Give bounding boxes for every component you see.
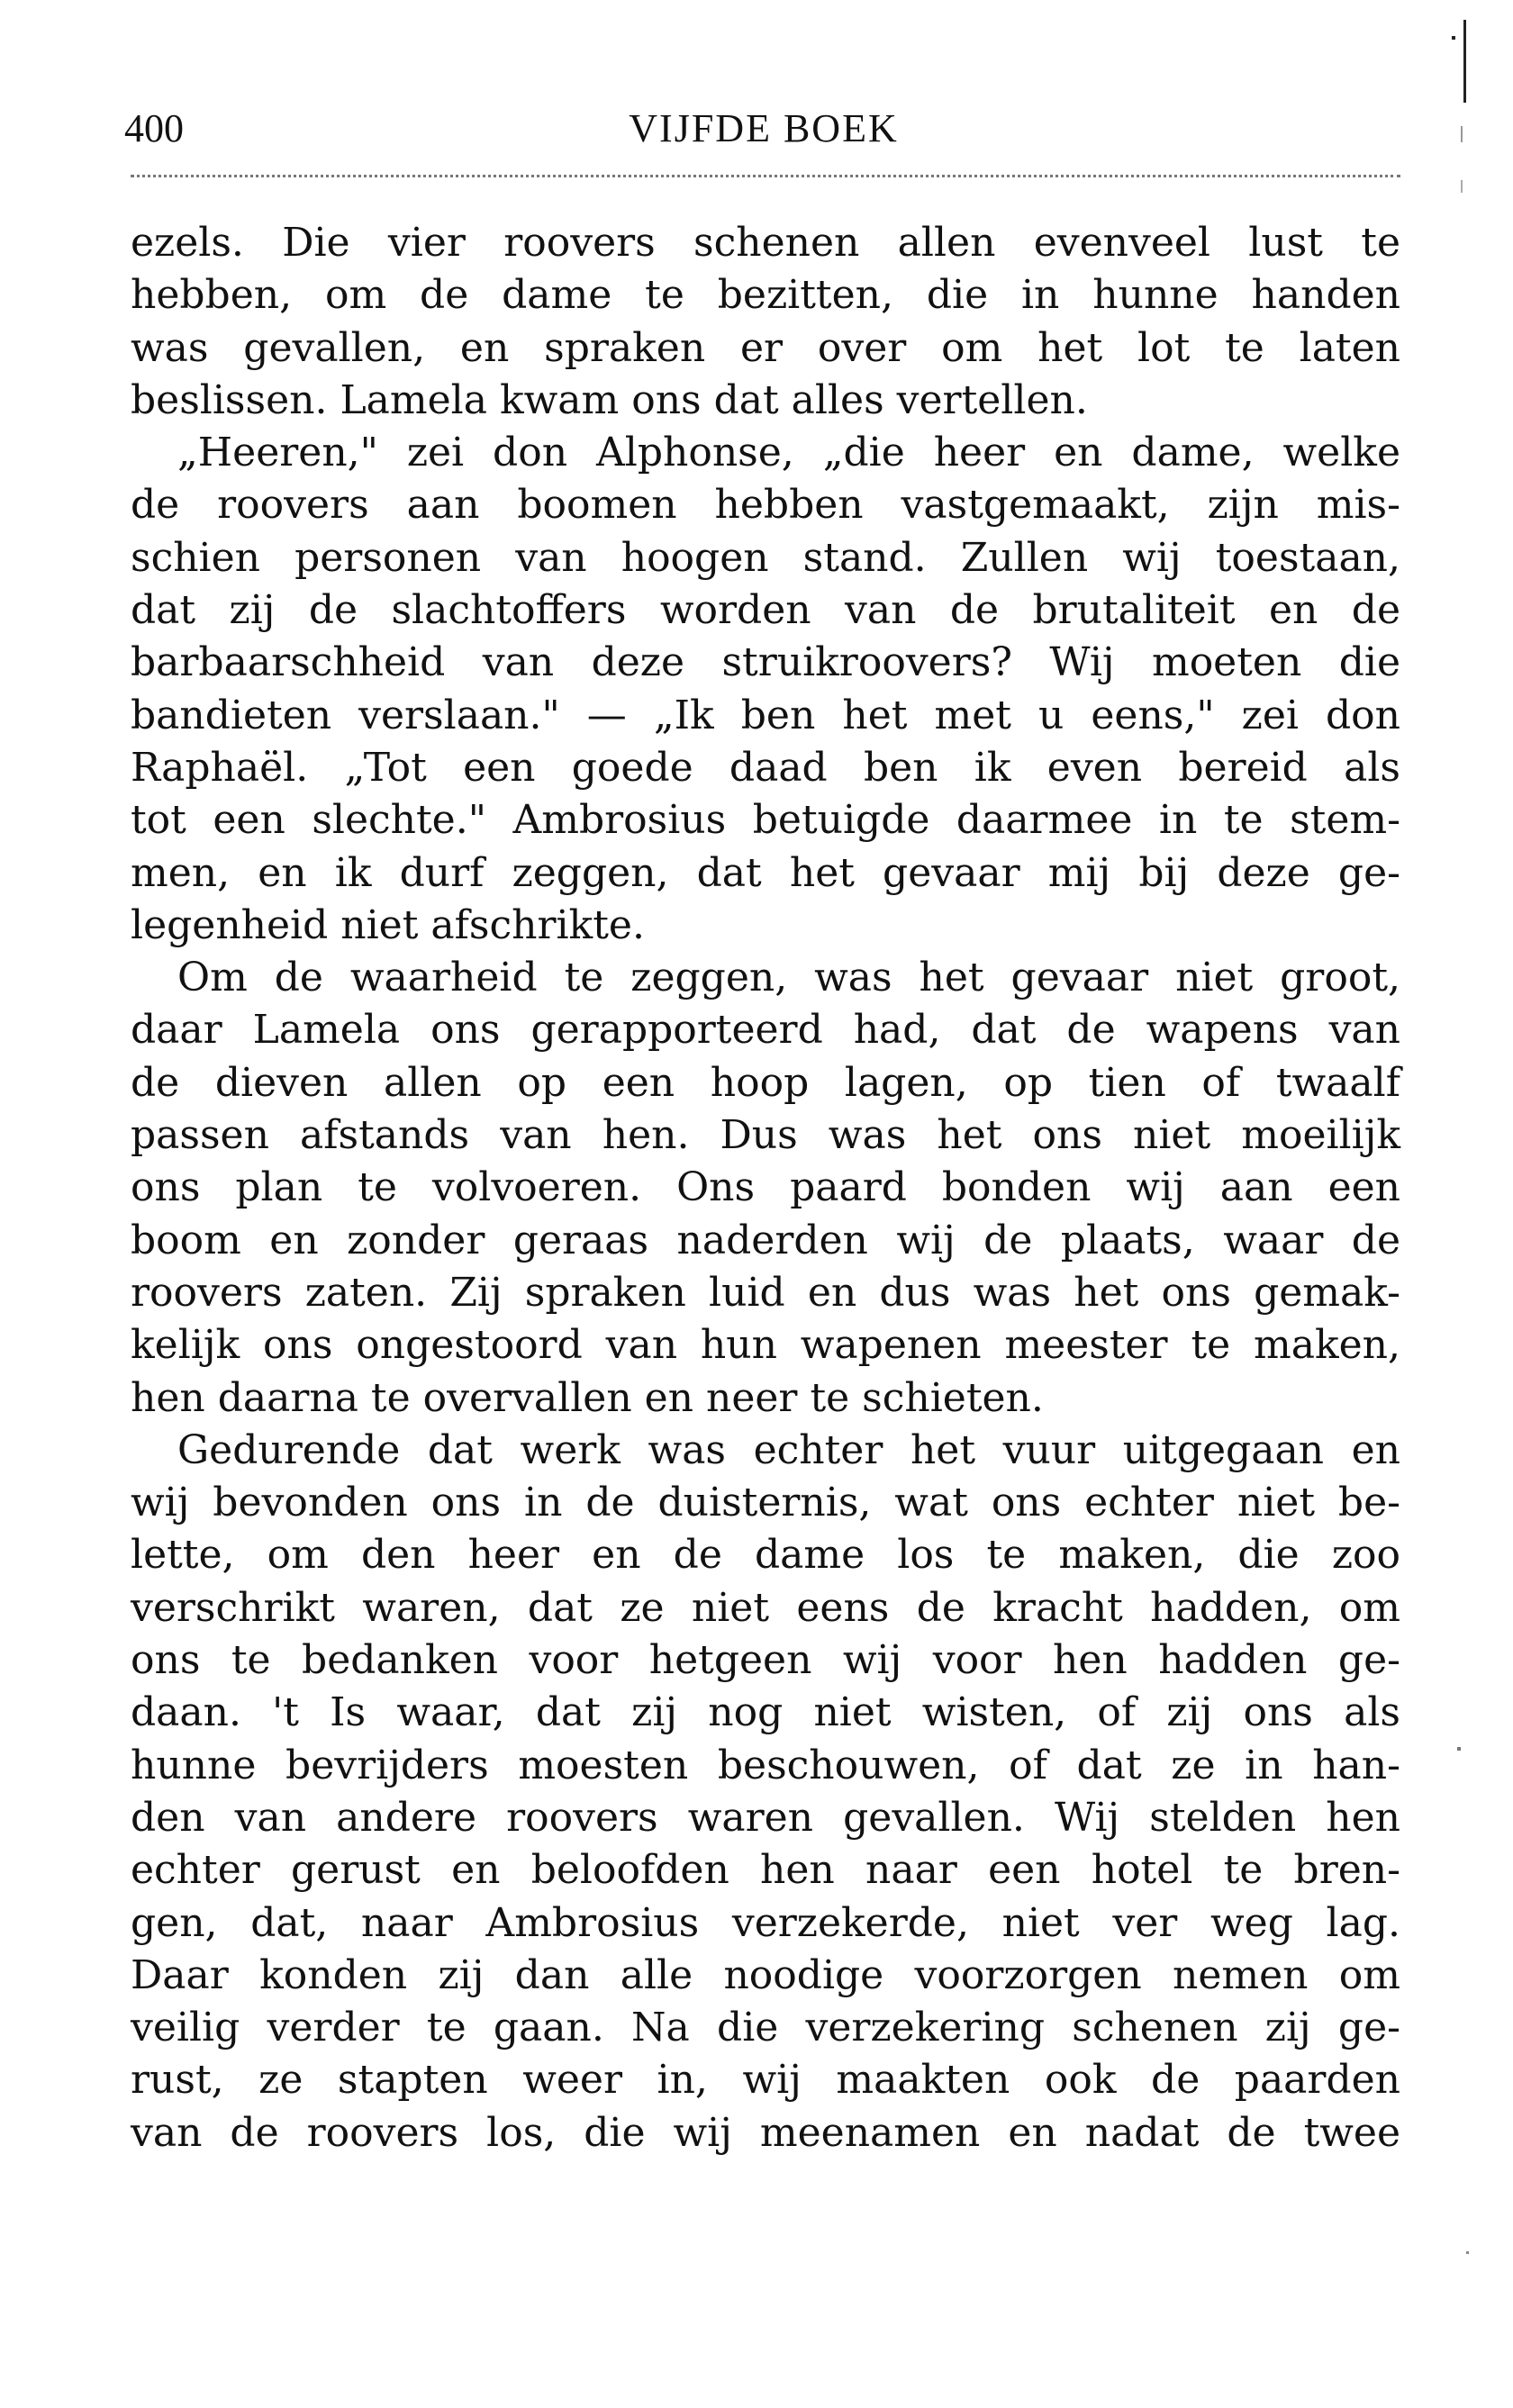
- text-line: gen, dat, naar Ambrosius verzekerde, niet ver weg lag.: [131, 1899, 1400, 1946]
- text-line: beslissen. Lamela kwam ons dat alles vertellen.: [131, 376, 1088, 423]
- text-line: Raphaël. „Tot een goede daad ben ik even bereid als: [131, 744, 1400, 791]
- text-line: tot een slechte." Ambrosius betuigde daarmee in te stem-: [131, 797, 1400, 844]
- text-line: echter gerust en beloofden hen naar een hotel te bren-: [131, 1847, 1400, 1894]
- page-number: 400: [124, 106, 184, 150]
- text-line: van de roovers los, die wij meenamen en nadat de twee: [131, 2109, 1400, 2156]
- text-line: ezels. Die vier roovers schenen allen evenveel lust te: [131, 220, 1400, 266]
- text-line: legenheid niet afschrikte.: [131, 901, 645, 948]
- text-line: barbaarschheid van deze struikroovers? Wij moeten die: [131, 639, 1400, 686]
- text-line: Daar konden zij dan alle noodige voorzorgen nemen om: [131, 1951, 1400, 1998]
- text-line: bandieten verslaan." — „Ik ben het met u eens," zei don: [131, 692, 1400, 738]
- page-header: [124, 97, 1403, 160]
- text-line: passen afstands van hen. Dus was het ons niet moeilijk: [131, 1112, 1400, 1159]
- header-rule: [131, 175, 1400, 177]
- text-line: wij bevonden ons in de duisternis, wat ons echter niet be-: [131, 1480, 1400, 1526]
- text-line: hebben, om de dame te bezitten, die in hunne handen: [131, 272, 1400, 319]
- text-line: Gedurende dat werk was echter het vuur uitgegaan en: [177, 1426, 1400, 1473]
- scan-edge-mark: [1463, 20, 1466, 103]
- scan-speck: [1452, 36, 1455, 40]
- text-line: hunne bevrijders moesten beschouwen, of dat ze in han-: [131, 1742, 1400, 1788]
- text-line: men, en ik durf zeggen, dat het gevaar mij bij deze ge-: [131, 849, 1400, 896]
- text-line: de roovers aan boomen hebben vastgemaakt, zijn mis-: [131, 482, 1400, 529]
- text-line: verschrikt waren, dat ze niet eens de kracht hadden, om: [131, 1584, 1400, 1631]
- text-line: roovers zaten. Zij spraken luid en dus was het ons gemak-: [131, 1269, 1400, 1316]
- text-line: schien personen van hoogen stand. Zullen wij toestaan,: [131, 534, 1400, 581]
- text-line: kelijk ons ongestoord van hun wapenen meester te maken,: [131, 1322, 1400, 1369]
- text-line: Om de waarheid te zeggen, was het gevaar niet groot,: [177, 955, 1400, 1001]
- text-line: was gevallen, en spraken er over om het lot te laten: [131, 324, 1400, 371]
- text-line: daar Lamela ons gerapporteerd had, dat de wapens van: [131, 1007, 1400, 1054]
- text-line: „Heeren," zei don Alphonse, „die heer en dame, welke: [177, 430, 1400, 476]
- text-line: ons te bedanken voor hetgeen wij voor hen hadden ge-: [131, 1637, 1400, 1684]
- text-line: daan. 't Is waar, dat zij nog niet wisten, of zij ons als: [131, 1689, 1400, 1736]
- text-line: rust, ze stapten weer in, wij maakten ook de paarden: [131, 2057, 1400, 2104]
- text-line: ons plan te volvoeren. Ons paard bonden wij aan een: [131, 1164, 1400, 1211]
- body-text: [131, 217, 1400, 2159]
- scan-speck: [1457, 1747, 1461, 1751]
- text-line: dat zij de slachtoffers worden van de brutaliteit en de: [131, 587, 1400, 634]
- scan-speck: [1466, 2251, 1469, 2254]
- text-line: boom en zonder geraas naderden wij de plaats, waar de: [131, 1217, 1400, 1263]
- text-line: de dieven allen op een hoop lagen, op tien of twaalf: [131, 1059, 1400, 1106]
- text-line: den van andere roovers waren gevallen. Wij stelden hen: [131, 1794, 1400, 1841]
- text-line: lette, om den heer en de dame los te maken, die zoo: [131, 1532, 1400, 1579]
- text-line: veilig verder te gaan. Na die verzekering schenen zij ge-: [131, 2005, 1400, 2051]
- text-line: hen daarna te overvallen en neer te schieten.: [131, 1374, 1044, 1421]
- scan-speck: [1461, 180, 1463, 193]
- scan-speck: [1461, 126, 1463, 142]
- running-title: VIJFDE BOEK: [629, 106, 899, 150]
